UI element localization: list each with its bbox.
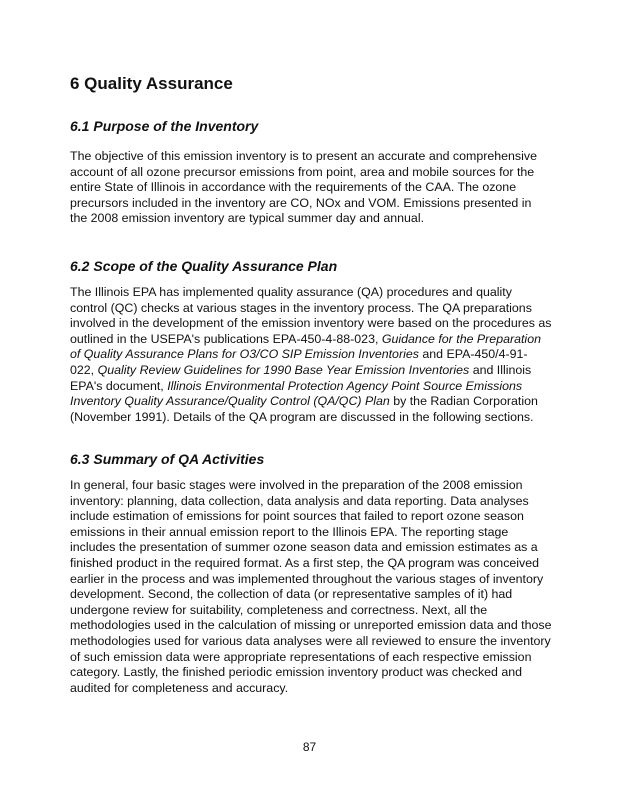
body-text: In general, four basic stages were involved in the preparation of the 2008 emission	[70, 478, 523, 492]
text-line	[70, 572, 551, 588]
body-text: and Illinois	[469, 362, 532, 377]
text-line	[70, 681, 551, 697]
italic-title-text: Guidance for the Preparation	[381, 331, 541, 346]
section-heading-summary: 6.3 Summary of QA Activities	[70, 451, 265, 467]
text-line	[70, 149, 537, 165]
body-text: precursors included in the inventory are CO, NOx and VOM. Emissions presented in	[70, 195, 532, 210]
text-line	[70, 379, 551, 395]
body-text: development. Second, the collection of data (or representative samples of it) had	[70, 587, 513, 602]
italic-title-text: Illinois Environmental Protection Agency Point Source Emissions	[167, 378, 523, 393]
text-line	[70, 347, 551, 363]
body-text: entire State of Illinois in accordance with the requirements of the CAA. The ozone	[70, 180, 517, 195]
body-text: EPA's document,	[70, 378, 168, 393]
body-text: account of all ozone precursor emissions from point, area and mobile sources for the	[70, 164, 535, 179]
text-line	[70, 665, 551, 681]
italic-title-text: Quality Review Guidelines for 1990 Base Year Emission Inventories	[97, 362, 470, 377]
body-text: outlined in the USEPA's publications EPA-450-4-88-023,	[70, 331, 382, 346]
text-line	[70, 180, 537, 196]
text-line	[70, 650, 551, 666]
body-text: methodologies used in the calculation of missing or unreported emission data and those	[70, 618, 552, 633]
text-line	[70, 478, 551, 494]
body-text: control (QC) checks at various stages in the inventory process. The QA preparations	[70, 300, 532, 315]
text-line	[70, 394, 551, 410]
body-text: and EPA-450/4-91-	[418, 347, 528, 362]
italic-title-text: of Quality Assurance Plans for O3/CO SIP Emission Inventories	[70, 347, 419, 362]
text-line	[70, 211, 537, 227]
text-line	[70, 363, 551, 379]
text-line	[70, 285, 551, 301]
body-text: The Illinois EPA has implemented quality assurance (QA) procedures and quality	[70, 285, 512, 299]
text-line	[70, 525, 551, 541]
body-text: 022,	[70, 362, 98, 377]
paragraph-purpose	[70, 149, 537, 227]
body-text: undergone review for suitability, completeness and correctness. Next, all the	[70, 602, 488, 617]
paragraph-scope	[70, 285, 551, 425]
text-line	[70, 332, 551, 348]
chapter-title: 6 Quality Assurance	[70, 74, 233, 93]
body-text: involved in the development of the emission inventory were based on the procedures as	[70, 316, 552, 331]
body-text: include estimation of emissions for point sources that failed to report ozone season	[70, 509, 524, 524]
text-line	[70, 618, 551, 634]
section-heading-scope: 6.2 Scope of the Quality Assurance Plan	[70, 258, 338, 274]
text-line	[70, 301, 551, 317]
text-line	[70, 494, 551, 510]
text-line	[70, 587, 551, 603]
body-text: The objective of this emission inventory is to present an accurate and comprehensive	[70, 149, 537, 163]
body-text: audited for completeness and accuracy.	[70, 680, 289, 695]
text-line	[70, 603, 551, 619]
text-line	[70, 556, 551, 572]
text-line	[70, 165, 537, 181]
paragraph-summary	[70, 478, 551, 696]
text-line	[70, 316, 551, 332]
text-line	[70, 509, 551, 525]
text-line	[70, 634, 551, 650]
text-line	[70, 410, 551, 426]
body-text: inventory: planning, data collection, data analysis and data reporting. Data analyses	[70, 493, 529, 508]
section-heading-purpose: 6.1 Purpose of the Inventory	[70, 118, 259, 134]
body-text: methodologies used for various data analyses were all reviewed to ensure the inventory	[70, 633, 551, 648]
italic-title-text: Inventory Quality Assurance/Quality Control (QA/QC) Plan	[70, 394, 390, 409]
text-line	[70, 196, 537, 212]
body-text: category. Lastly, the finished periodic emission inventory product was checked and	[70, 665, 523, 680]
body-text: of such emission data were appropriate representations of each respective emission	[70, 649, 532, 664]
body-text: emissions in their annual emission report to the Illinois EPA. The reporting stage	[70, 524, 509, 539]
body-text: the 2008 emission inventory are typical summer day and annual.	[70, 211, 425, 226]
body-text: includes the presentation of summer ozone season data and emission estimates as a	[70, 540, 538, 555]
text-line	[70, 540, 551, 556]
page-number: 87	[302, 740, 317, 754]
body-text: by the Radian Corporation	[389, 394, 538, 409]
body-text: finished product in the required format. As a first step, the QA program was conceived	[70, 555, 540, 570]
body-text: earlier in the process and was implemented throughout the various stages of inventory	[70, 571, 544, 586]
body-text: (November 1991). Details of the QA program are discussed in the following sections.	[70, 409, 534, 424]
